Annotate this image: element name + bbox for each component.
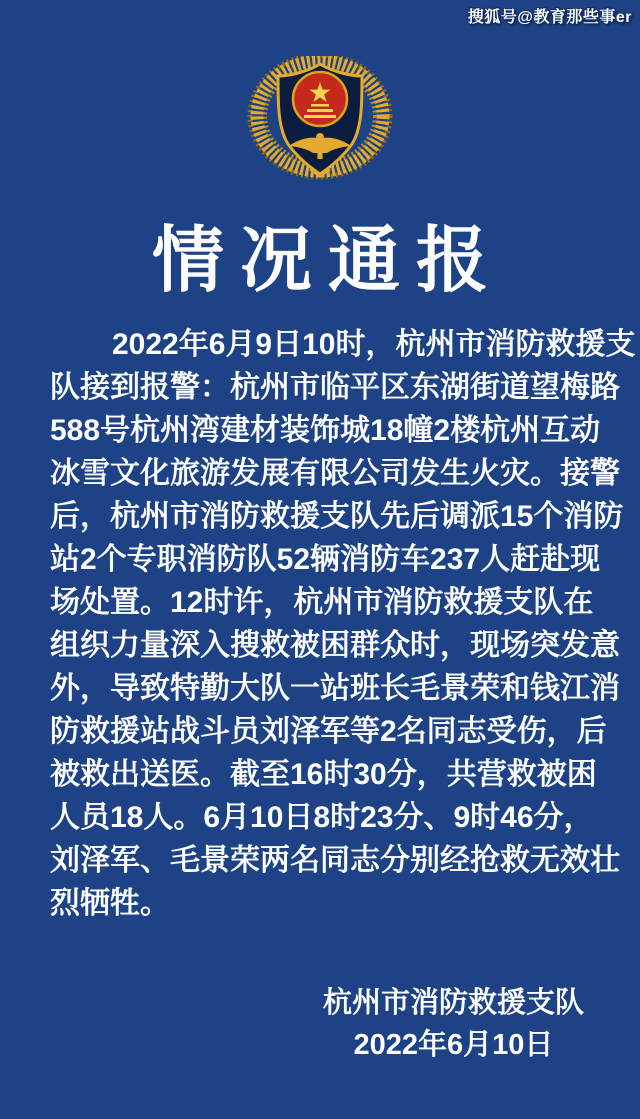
fire-rescue-emblem-svg xyxy=(245,56,395,182)
signature-organization: 杭州市消防救援支队 xyxy=(322,987,584,1019)
body-line: 人员18人。6月10日8时23分、9时46分， xyxy=(50,801,594,834)
body-line: 2022年6月9日10时，杭州市消防救援支 xyxy=(112,328,636,361)
body-line: 588号杭州湾建材装饰城18幢2楼杭州互动 xyxy=(50,414,601,447)
body-line: 外，导致特勤大队一站班长毛景荣和钱江消 xyxy=(50,672,620,705)
fire-rescue-emblem-icon xyxy=(245,56,395,182)
signature-date: 2022年6月10日 xyxy=(353,1029,554,1061)
body-line: 后，杭州市消防救援支队先后调派15个消防 xyxy=(50,500,624,533)
body-line: 队接到报警：杭州市临平区东湖街道望梅路 xyxy=(50,371,620,404)
body-line: 被救出送医。截至16时30分，共营救被困 xyxy=(50,758,597,791)
body-line: 场处置。12时许，杭州市消防救援支队在 xyxy=(50,586,594,619)
notice-title: 情况通报 xyxy=(151,221,504,301)
body-line: 站2个专职消防队52辆消防车237人赶赴现 xyxy=(50,543,601,576)
body-line: 防救援站战斗员刘泽军等2名同志受伤，后 xyxy=(50,715,607,748)
body-line: 刘泽军、毛景荣两名同志分别经抢救无效壮 xyxy=(50,844,620,877)
sohu-watermark: 搜狐号@教育那些事er xyxy=(467,9,632,26)
body-line: 冰雪文化旅游发展有限公司发生火灾。接警 xyxy=(50,457,620,490)
body-line: 组织力量深入搜救被困群众时，现场突发意 xyxy=(50,629,620,662)
body-line: 烈牺牲。 xyxy=(50,887,170,920)
signature-block xyxy=(323,982,584,1066)
notice-body xyxy=(50,323,636,925)
